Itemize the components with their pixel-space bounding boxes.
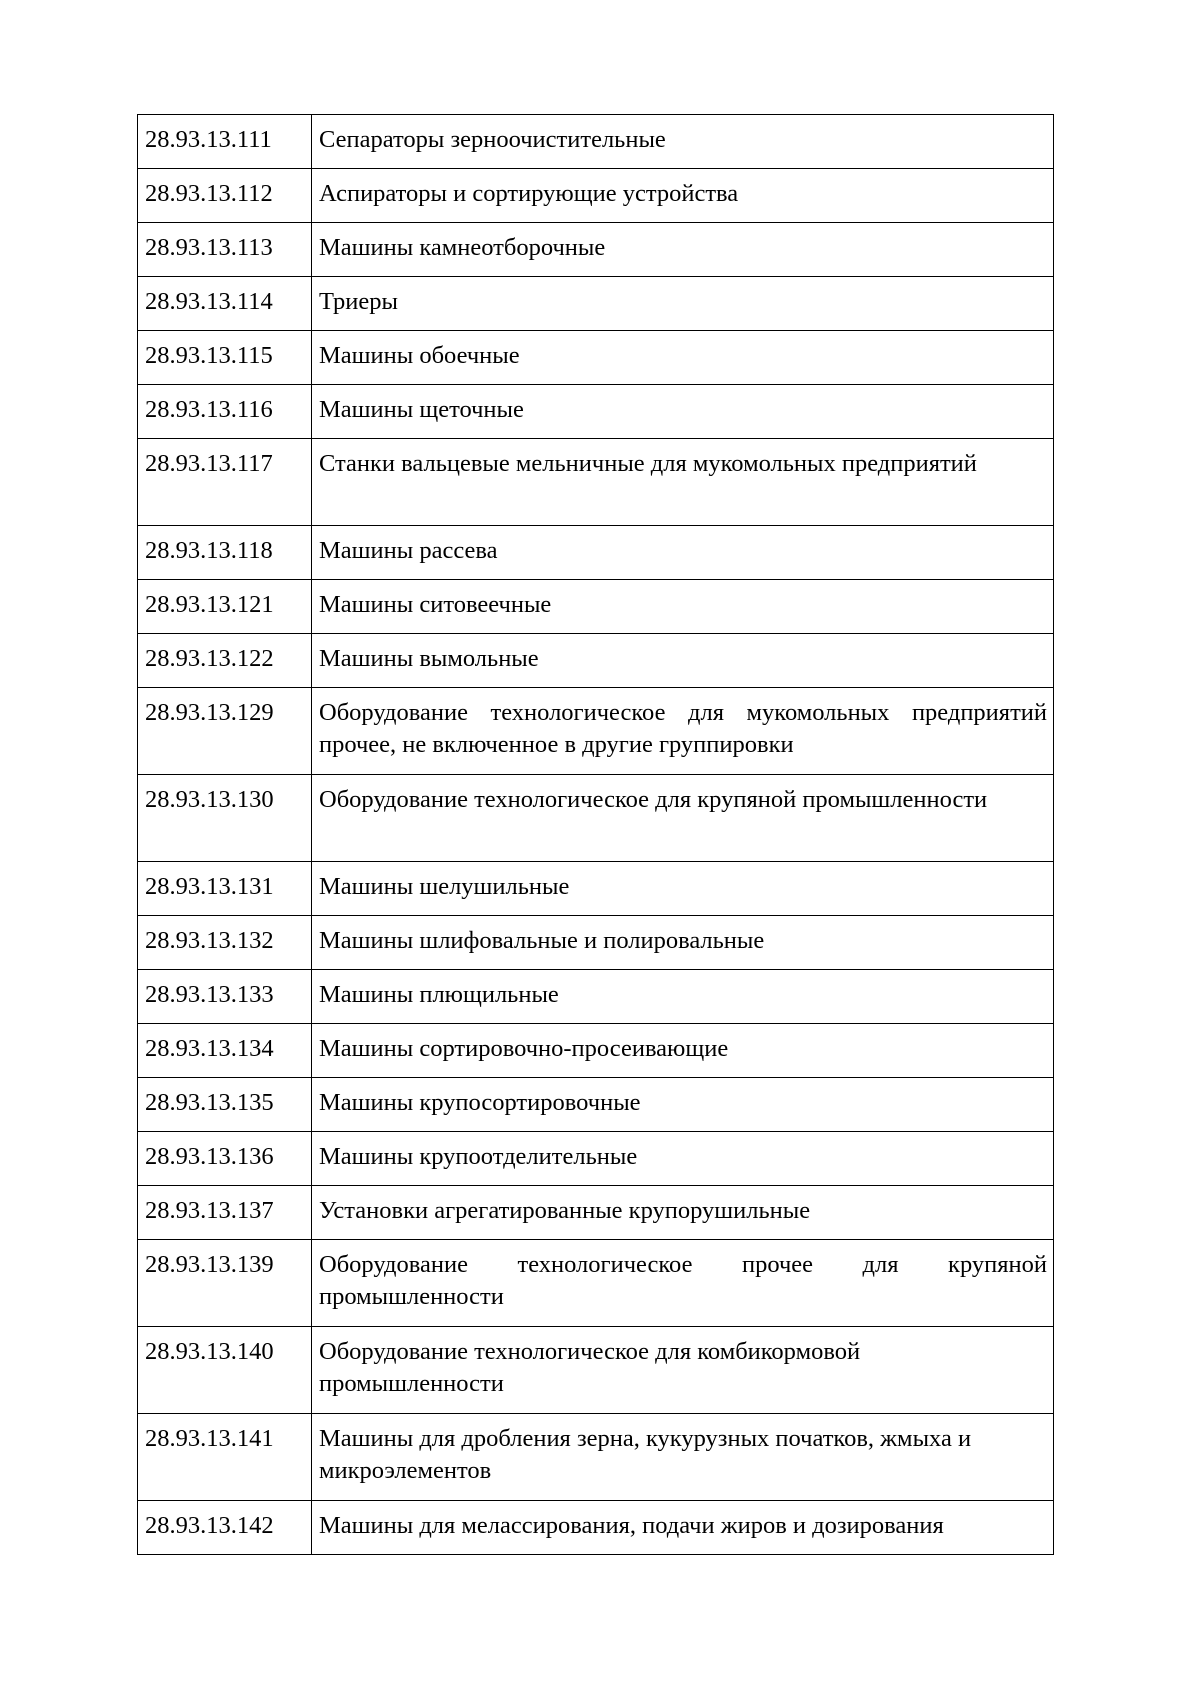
row-code: 28.93.13.141 <box>138 1414 312 1501</box>
row-name: Машины крупоотделительные <box>312 1132 1054 1186</box>
table-row <box>138 439 1054 526</box>
row-name: Машины щеточные <box>312 385 1054 439</box>
row-code: 28.93.13.132 <box>138 916 312 970</box>
row-code: 28.93.13.136 <box>138 1132 312 1186</box>
row-name: Машины вымольные <box>312 634 1054 688</box>
row-code: 28.93.13.139 <box>138 1240 312 1327</box>
row-name: Триеры <box>312 277 1054 331</box>
table-row <box>138 580 1054 634</box>
table-row <box>138 1132 1054 1186</box>
table-row <box>138 1414 1054 1501</box>
row-code: 28.93.13.134 <box>138 1024 312 1078</box>
table-row <box>138 1327 1054 1414</box>
classification-table <box>137 114 1054 1555</box>
table-row <box>138 385 1054 439</box>
table-row <box>138 526 1054 580</box>
table-row <box>138 916 1054 970</box>
row-code: 28.93.13.115 <box>138 331 312 385</box>
row-name: Аспираторы и сортирующие устройства <box>312 169 1054 223</box>
row-name: Оборудование технологическое для крупяной промышленности <box>312 775 1054 862</box>
row-code: 28.93.13.129 <box>138 688 312 775</box>
row-code: 28.93.13.133 <box>138 970 312 1024</box>
table-row <box>138 223 1054 277</box>
row-code: 28.93.13.137 <box>138 1186 312 1240</box>
row-name: Машины шлифовальные и полировальные <box>312 916 1054 970</box>
row-name: Станки вальцевые мельничные для мукомольных предприятий <box>312 439 1054 526</box>
row-code: 28.93.13.122 <box>138 634 312 688</box>
row-name: Машины для дробления зерна, кукурузных початков, жмыха и микроэлементов <box>312 1414 1054 1501</box>
row-name: Машины сортировочно-просеивающие <box>312 1024 1054 1078</box>
table-row <box>138 1186 1054 1240</box>
table-row <box>138 634 1054 688</box>
row-code: 28.93.13.111 <box>138 115 312 169</box>
table-body <box>138 115 1054 1555</box>
row-code: 28.93.13.130 <box>138 775 312 862</box>
table-row <box>138 1240 1054 1327</box>
table-row <box>138 277 1054 331</box>
row-name: Машины камнеотборочные <box>312 223 1054 277</box>
row-code: 28.93.13.121 <box>138 580 312 634</box>
row-code: 28.93.13.113 <box>138 223 312 277</box>
row-code: 28.93.13.135 <box>138 1078 312 1132</box>
row-name: Машины обоечные <box>312 331 1054 385</box>
row-name: Машины для мелассирования, подачи жиров и дозирования <box>312 1501 1054 1555</box>
table-row <box>138 862 1054 916</box>
table-row <box>138 115 1054 169</box>
row-code: 28.93.13.116 <box>138 385 312 439</box>
row-name: Машины плющильные <box>312 970 1054 1024</box>
row-name: Машины крупосортировочные <box>312 1078 1054 1132</box>
row-code: 28.93.13.131 <box>138 862 312 916</box>
row-code: 28.93.13.142 <box>138 1501 312 1555</box>
table-row <box>138 775 1054 862</box>
table-row <box>138 169 1054 223</box>
row-name: Машины ситовеечные <box>312 580 1054 634</box>
table-row <box>138 1501 1054 1555</box>
table-row <box>138 1024 1054 1078</box>
row-name: Машины шелушильные <box>312 862 1054 916</box>
row-name: Оборудование технологическое для мукомольных предприятий прочее, не включенное в другие группировки <box>312 688 1054 775</box>
row-name: Машины рассева <box>312 526 1054 580</box>
row-code: 28.93.13.140 <box>138 1327 312 1414</box>
row-name: Оборудование технологическое прочее для крупяной промышленности <box>312 1240 1054 1327</box>
table-row <box>138 688 1054 775</box>
row-code: 28.93.13.117 <box>138 439 312 526</box>
row-name: Сепараторы зерноочистительные <box>312 115 1054 169</box>
table-row <box>138 1078 1054 1132</box>
row-code: 28.93.13.118 <box>138 526 312 580</box>
row-name: Оборудование технологическое для комбикормовой промышленности <box>312 1327 1054 1414</box>
row-code: 28.93.13.112 <box>138 169 312 223</box>
row-code: 28.93.13.114 <box>138 277 312 331</box>
row-name: Установки агрегатированные крупорушильные <box>312 1186 1054 1240</box>
table-row <box>138 331 1054 385</box>
table-row <box>138 970 1054 1024</box>
